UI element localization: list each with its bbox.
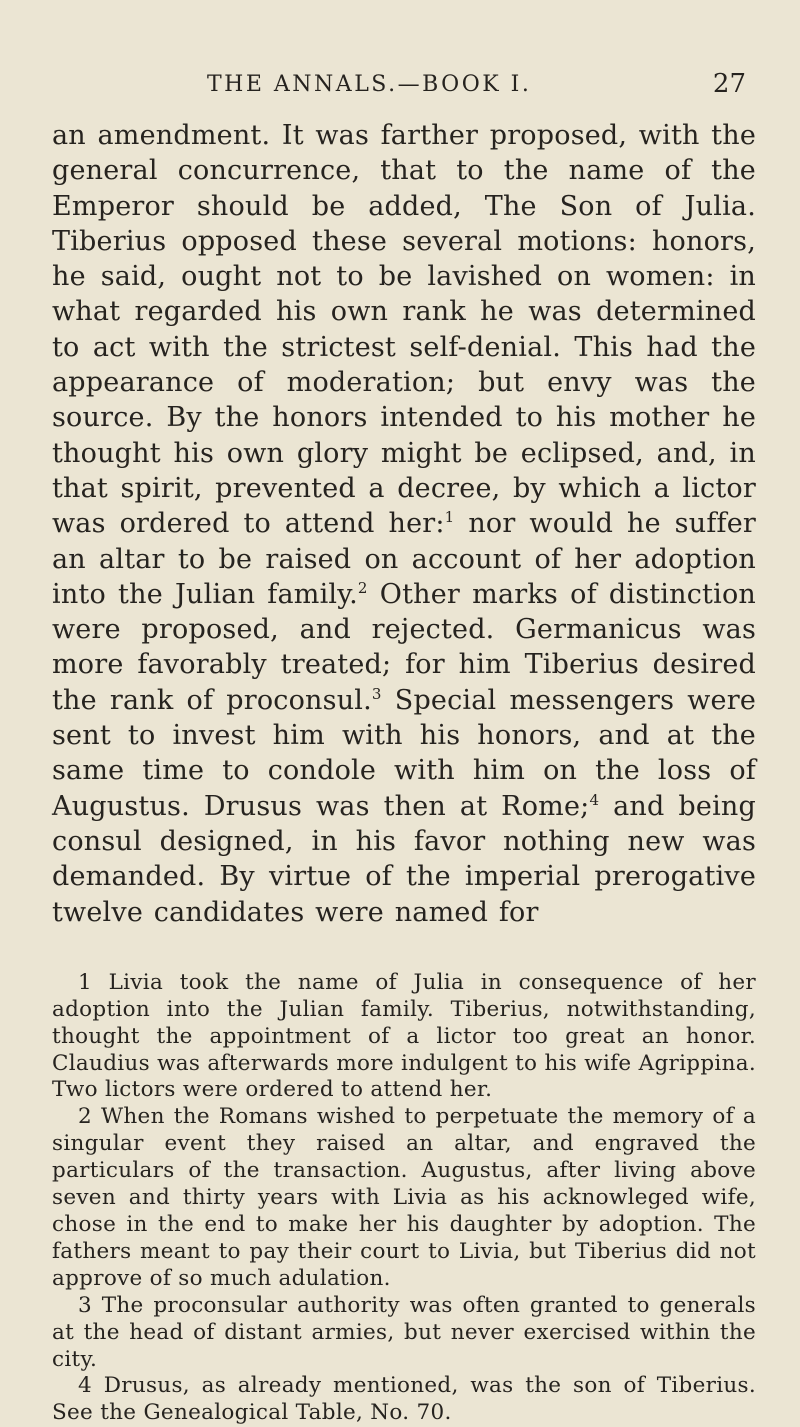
footnotes bbox=[52, 970, 756, 1427]
main-text-part-3: Other marks of distinction were proposed, and rejected. Germanicus was more favorably treated; for him Tiberius desired the rank of proconsul. bbox=[52, 578, 756, 716]
footnote-3: 3 The proconsular authority was often granted to generals at the head of distant armies, but never exercised within the city. bbox=[52, 1292, 756, 1372]
footnote-ref-4: 4 bbox=[589, 790, 600, 809]
page-number: 27 bbox=[712, 69, 746, 99]
main-text bbox=[52, 118, 756, 930]
page-header bbox=[52, 69, 756, 112]
main-text-part-4: Special messengers were sent to invest him with his honors, and at the same time to condole with him on the loss of Augustus. Drusus was then at Rome; bbox=[52, 684, 756, 822]
running-head: THE ANNALS.—BOOK I. bbox=[207, 72, 532, 97]
footnote-ref-1: 1 bbox=[444, 508, 455, 527]
main-text-part-1: an amendment. It was farther proposed, with the general concurrence, that to the name of the Emperor should be added, The Son of Julia. Tiberius opposed these several motions: honors, he said, ought not to be lavished on women: in what regarded his own rank he was determined to act with the strictest self-denial. This had the appearance of moderation; but envy was the source. By the honors intended to his mother he thought his own glory might be eclipsed, and, in that spirit, prevented a decree, by which a lictor was ordered to attend her: bbox=[52, 120, 756, 540]
main-text-part-2: nor would he suffer an altar to be raised on account of her adoption into the Julian family. bbox=[52, 508, 756, 610]
footnote-2: 2 When the Romans wished to perpetuate the memory of a singular event they raised an altar, and engraved the particulars of the transaction. Augustus, after living above seven and thirty years with Livia as his acknowleged wife, chose in the end to make her his daughter by adoption. The fathers meant to pay their court to Livia, but Tiberius did not approve of so much adulation. bbox=[52, 1104, 756, 1291]
footnote-ref-3: 3 bbox=[371, 684, 382, 703]
main-text-part-5: and being consul designed, in his favor nothing new was demanded. By virtue of the imperial prerogative twelve candidates were named for bbox=[52, 790, 756, 928]
footnote-4: 4 Drusus, as already mentioned, was the son of Tiberius. See the Genealogical Table, No. 70. bbox=[52, 1373, 756, 1426]
footnote-ref-2: 2 bbox=[357, 578, 368, 597]
footnote-1: 1 Livia took the name of Julia in consequence of her adoption into the Julian family. Tiberius, notwithstanding, thought the appointment of a lictor too great an honor. Claudius was afterwards more indulgent to his wife Agrippina. Two lictors were ordered to attend her. bbox=[52, 969, 756, 1103]
